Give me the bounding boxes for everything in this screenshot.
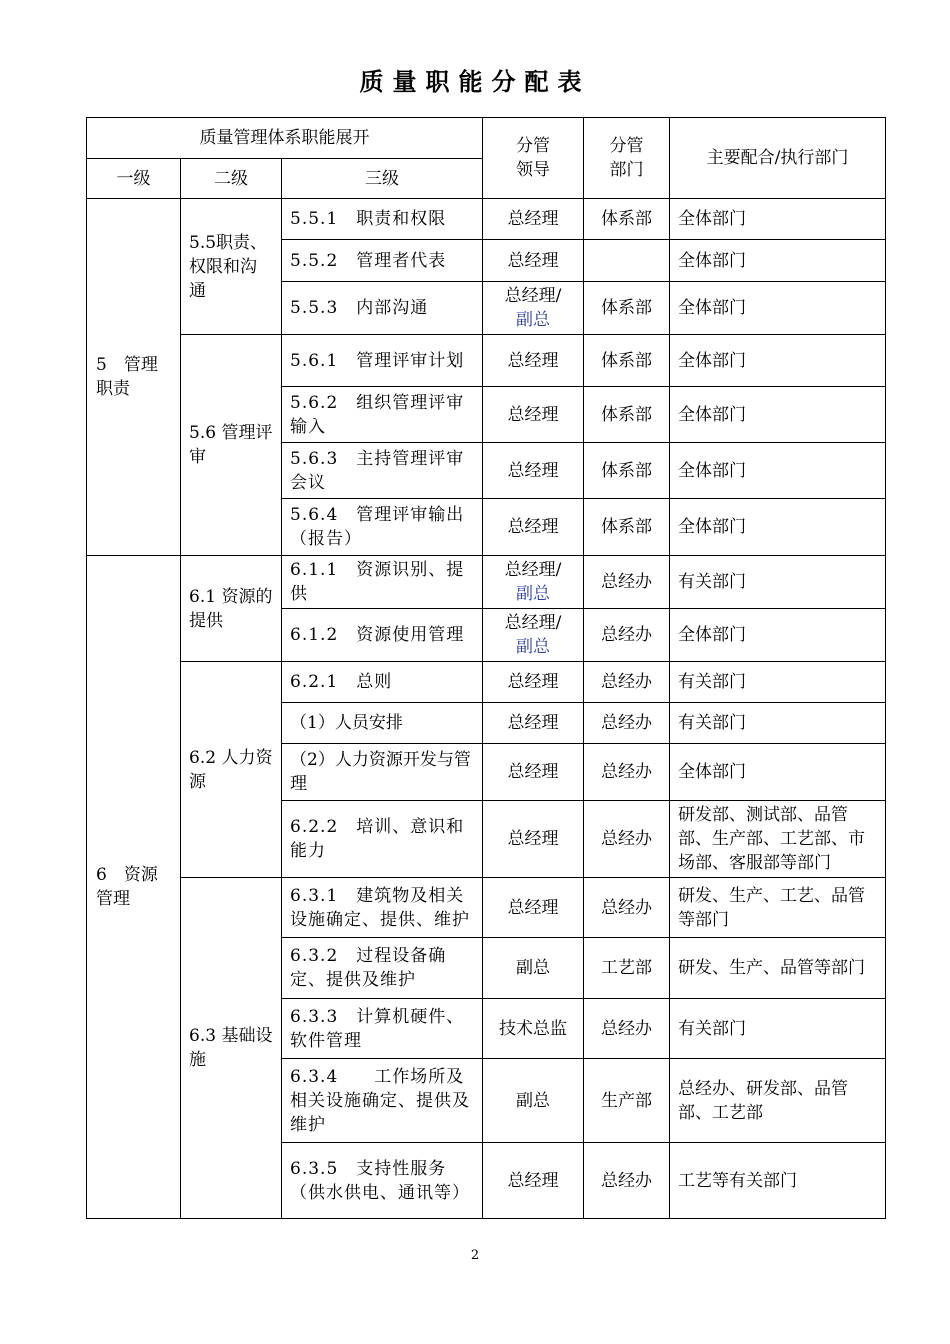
- dept-cell: 体系部: [584, 282, 670, 335]
- table-row: [87, 556, 886, 609]
- level2-cell: 6.1 资源的提供: [181, 556, 282, 662]
- leader-cell: 总经理: [483, 387, 584, 443]
- level2-cell: 6.2 人力资源: [181, 662, 282, 878]
- dept-cell: 工艺部: [584, 938, 670, 999]
- leader-cell: 技术总监: [483, 999, 584, 1059]
- level3-cell: （1）人员安排: [282, 703, 483, 744]
- header-level1: 一级: [87, 159, 181, 199]
- table-row: [87, 662, 886, 703]
- main-dept-cell: 工艺等有关部门: [670, 1143, 886, 1219]
- main-dept-cell: 全体部门: [670, 282, 886, 335]
- main-dept-cell: 有关部门: [670, 703, 886, 744]
- leader-cell: 总经理/ 副总: [483, 556, 584, 609]
- level3-cell: 6.1.2 资源使用管理: [282, 609, 483, 662]
- header-level2: 二级: [181, 159, 282, 199]
- level3-cell: 5.5.3 内部沟通: [282, 282, 483, 335]
- page-number: 2: [470, 1248, 480, 1263]
- main-dept-cell: 全体部门: [670, 335, 886, 387]
- dept-cell: 总经办: [584, 703, 670, 744]
- main-dept-cell: 总经办、研发部、品管部、工艺部: [670, 1059, 886, 1143]
- main-dept-cell: 全体部门: [670, 387, 886, 443]
- dept-cell: 体系部: [584, 499, 670, 556]
- main-dept-cell: 全体部门: [670, 199, 886, 240]
- level3-cell: 6.1.1 资源识别、提供: [282, 556, 483, 609]
- leader-cell: 总经理: [483, 662, 584, 703]
- dept-cell: [584, 240, 670, 282]
- table-row: [87, 199, 886, 240]
- level1-cell: 5 管理职责: [87, 199, 181, 556]
- header-expand: 质量管理体系职能展开: [87, 118, 483, 159]
- level2-cell: 5.5职责、权限和沟通: [181, 199, 282, 335]
- main-dept-cell: 全体部门: [670, 240, 886, 282]
- level3-cell: 6.3.5 支持性服务（供水供电、通讯等）: [282, 1143, 483, 1219]
- leader-cell: 副总: [483, 938, 584, 999]
- main-dept-cell: 研发部、测试部、品管部、生产部、工艺部、市场部、客服部等部门: [670, 801, 886, 878]
- leader-cell: 总经理: [483, 703, 584, 744]
- dept-cell: 体系部: [584, 387, 670, 443]
- level3-cell: 6.2.2 培训、意识和能力: [282, 801, 483, 878]
- leader-cell: 总经理/ 副总: [483, 609, 584, 662]
- main-dept-cell: 全体部门: [670, 744, 886, 801]
- header-leader: 分管 领导: [483, 118, 584, 199]
- main-dept-cell: 有关部门: [670, 662, 886, 703]
- leader-cell: 副总: [483, 1059, 584, 1143]
- dept-cell: 总经办: [584, 999, 670, 1059]
- dept-cell: 生产部: [584, 1059, 670, 1143]
- level3-cell: 5.6.2 组织管理评审输入: [282, 387, 483, 443]
- main-dept-cell: 全体部门: [670, 499, 886, 556]
- dept-cell: 体系部: [584, 335, 670, 387]
- dept-cell: 总经办: [584, 744, 670, 801]
- level2-cell: 5.6 管理评审: [181, 335, 282, 556]
- leader-cell: 总经理/ 副总: [483, 282, 584, 335]
- leader-cell: 总经理: [483, 801, 584, 878]
- table-row: [87, 335, 886, 387]
- leader-cell: 总经理: [483, 499, 584, 556]
- level3-cell: 6.3.3 计算机硬件、软件管理: [282, 999, 483, 1059]
- main-dept-cell: 研发、生产、工艺、品管等部门: [670, 878, 886, 938]
- leader-cell: 总经理: [483, 443, 584, 499]
- level3-cell: 6.3.1 建筑物及相关设施确定、提供、维护: [282, 878, 483, 938]
- document-title: 质量职能分配表: [359, 68, 591, 96]
- leader-cell: 总经理: [483, 199, 584, 240]
- level3-cell: 6.2.1 总则: [282, 662, 483, 703]
- level3-cell: 5.6.1 管理评审计划: [282, 335, 483, 387]
- table-row: [87, 878, 886, 938]
- level2-cell: 6.3 基础设施: [181, 878, 282, 1219]
- level3-cell: 6.3.4 工作场所及相关设施确定、提供及维护: [282, 1059, 483, 1143]
- leader-cell: 总经理: [483, 744, 584, 801]
- main-dept-cell: 有关部门: [670, 556, 886, 609]
- leader-cell: 总经理: [483, 878, 584, 938]
- dept-cell: 体系部: [584, 443, 670, 499]
- leader-cell: 总经理: [483, 240, 584, 282]
- header-dept: 分管 部门: [584, 118, 670, 199]
- header-level3: 三级: [282, 159, 483, 199]
- level3-cell: （2）人力资源开发与管理: [282, 744, 483, 801]
- dept-cell: 总经办: [584, 556, 670, 609]
- dept-cell: 总经办: [584, 609, 670, 662]
- dept-cell: 总经办: [584, 1143, 670, 1219]
- quality-function-table: [86, 117, 886, 1219]
- main-dept-cell: 全体部门: [670, 443, 886, 499]
- dept-cell: 总经办: [584, 878, 670, 938]
- level3-cell: 5.6.4 管理评审输出（报告）: [282, 499, 483, 556]
- level3-cell: 5.5.2 管理者代表: [282, 240, 483, 282]
- main-dept-cell: 研发、生产、品管等部门: [670, 938, 886, 999]
- dept-cell: 总经办: [584, 662, 670, 703]
- header-main: 主要配合/执行部门: [670, 118, 886, 199]
- level3-cell: 5.6.3 主持管理评审会议: [282, 443, 483, 499]
- leader-cell: 总经理: [483, 335, 584, 387]
- dept-cell: 总经办: [584, 801, 670, 878]
- main-dept-cell: 有关部门: [670, 999, 886, 1059]
- level1-cell: 6 资源管理: [87, 556, 181, 1219]
- level3-cell: 5.5.1 职责和权限: [282, 199, 483, 240]
- main-dept-cell: 全体部门: [670, 609, 886, 662]
- level3-cell: 6.3.2 过程设备确定、提供及维护: [282, 938, 483, 999]
- leader-cell: 总经理: [483, 1143, 584, 1219]
- dept-cell: 体系部: [584, 199, 670, 240]
